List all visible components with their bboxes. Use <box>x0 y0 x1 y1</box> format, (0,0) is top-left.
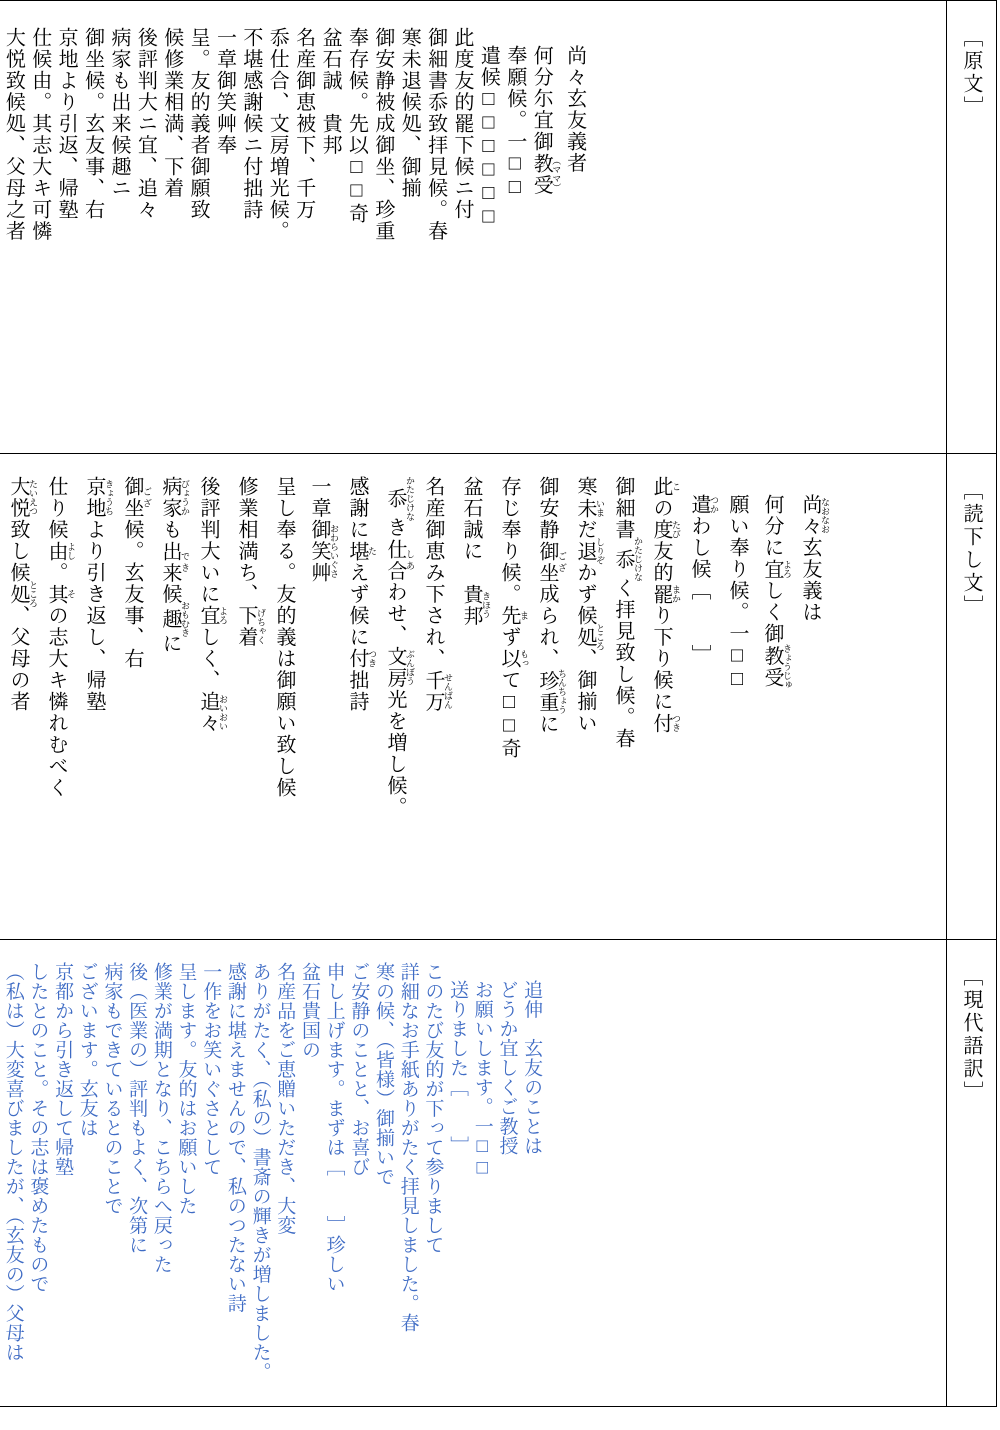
text-line: 何分に宜 よろしく御教受 きょうじゅ <box>761 494 792 689</box>
translation-header-cell <box>946 940 996 1406</box>
text-line: 後評判大ニ宜、追々 <box>134 27 157 221</box>
ruby-annotated-text: 御坐 ご ざ <box>121 476 152 519</box>
ruby-annotated-text: 宜 よろ <box>197 605 228 627</box>
ruby-annotated-text: 仕合 し あ <box>384 538 415 582</box>
translation-vertical-text <box>0 940 553 1406</box>
text-line: このたび友的が下って参りまして <box>422 962 444 1255</box>
text-line: 仕候由。其志大キ可憐 <box>28 27 51 242</box>
ruby-annotated-text: 教受 きょうじゅ <box>761 644 792 689</box>
text-line: 呈し奉る。友的義は御願い致し候 <box>273 476 295 799</box>
text-line: 奉願候。一□□ <box>503 45 526 200</box>
ruby-annotated-text: 処 ところ <box>7 580 38 608</box>
translation-text-area <box>0 940 946 1406</box>
ruby-annotated-text: 趣 おもむき <box>159 601 190 637</box>
text-line: 忝 かたじけなき仕合 し あわせ、文房 ぶんぼう光を増し候。 <box>384 476 415 818</box>
text-line: したとのこと。その志は褒めたもので <box>27 962 49 1294</box>
original-vertical-text <box>0 1 598 453</box>
ruby-annotated-text: 忝 かたじけな <box>612 536 643 582</box>
text-line: 奉存候。先以□□奇 <box>345 27 368 225</box>
text-line: 盆石誠 貴邦 <box>319 27 342 156</box>
text-line: 尚々 なおなお玄友義は <box>799 494 830 623</box>
text-line: 名産御恵被下、千万 <box>292 27 315 221</box>
text-line: 此 この度 たび友的罷 まかり下り候に付 つき <box>650 476 681 734</box>
text-line: 御細書忝 かたじけなく拝見致し候。春 <box>612 476 643 750</box>
text-line: 候修業相満、下着 <box>160 27 183 199</box>
text-line: 盆石誠に 貴邦 きほう <box>460 476 491 627</box>
text-line: 一章御笑艸奉 <box>213 27 236 156</box>
ruby-annotated-text: 先 ま <box>498 605 529 627</box>
section-original <box>0 0 997 453</box>
text-line: 後評判大いに宜 よろしく、追々 おいおい <box>197 476 228 734</box>
text-line: 京地 きょうちより引き返し、帰塾 <box>83 476 114 713</box>
original-text-area <box>0 1 946 453</box>
text-line: 呈します。友的はお願いした <box>175 962 197 1216</box>
text-line: 病家もできているとのことで <box>101 962 123 1216</box>
ruby-annotated-text: 堪 た <box>346 540 377 562</box>
ruby-annotated-text: 退 しりぞ <box>574 537 605 565</box>
text-line: 呈。友的義者御願致 <box>187 27 210 221</box>
ruby-annotated-text: 下着 げちゃく <box>235 605 266 648</box>
ruby-annotated-text: 出来 で き <box>159 540 190 584</box>
ruby-annotated-text: 御笑艸 おわらいぐさ <box>308 519 339 584</box>
text-line: お願いします。一□□ <box>471 980 493 1179</box>
reading-text-area <box>0 454 946 939</box>
text-line: 盆石貴国の <box>298 962 320 1060</box>
text-line: 寒未 いまだ退 しりぞかず候処 ところ、御揃い <box>574 476 605 734</box>
text-line: 後（医業の）評判もよく、次第に <box>126 962 148 1255</box>
reading-header-cell <box>946 454 996 939</box>
ruby-annotated-text: 以 もっ <box>498 648 529 670</box>
section-reading <box>0 453 997 939</box>
text-line: 感謝に堪 たえず候に付 つき拙詩 <box>346 476 377 713</box>
section-translation <box>0 939 997 1407</box>
ruby-annotated-text: 珍重 ちんちょう <box>536 669 567 714</box>
ruby-annotated-text: 御坐 ご ざ <box>536 540 567 584</box>
text-line: 申し上げます。まずは［ ］珍しい <box>323 962 345 1294</box>
text-line: ありがたく、（私の）書斎の輝きが増しました。 <box>249 962 271 1382</box>
text-line: 修業相満ち、下着 げちゃく <box>235 476 266 648</box>
text-line: 名産御恵み下され、千万 せんばん <box>422 476 453 713</box>
ruby-annotated-text: 宜 よろ <box>761 558 792 580</box>
text-line: 京都から引き返して帰塾 <box>52 962 74 1177</box>
original-header-cell <box>946 1 996 453</box>
text-line: 忝仕合、文房増光候。 <box>266 27 289 242</box>
ruby-annotated-text: 尚々 なおなお <box>799 494 830 537</box>
section-title-reading: ［読下し文］ <box>960 480 982 618</box>
text-line: 一章御笑艸 おわらいぐさ <box>308 476 339 584</box>
text-line: 修業が満期となり、こちらへ戻った <box>150 962 172 1274</box>
text-line: 感謝に堪えませんので、私のつたない詩 <box>224 962 246 1313</box>
ruby-annotated-text: 忝 かたじけな <box>384 476 415 521</box>
text-line: 御安静御坐 ご ざ成られ、珍重 ちんちょうに <box>536 476 567 735</box>
ruby-annotated-text: 大悦 たいえつ <box>7 476 38 519</box>
text-line: 不堪感謝候ニ付拙詩 <box>239 27 262 221</box>
text-line: 送りました［ ］ <box>447 980 469 1156</box>
text-line: どうか宜しくご教授 <box>496 980 518 1156</box>
ruby-annotated-text: 追々 おいおい <box>197 691 228 734</box>
text-line: 御坐候。玄友事、右 <box>81 27 104 221</box>
ruby-annotated-text: 病家 びょうか <box>159 476 190 519</box>
ruby-annotated-text: 此 こ <box>650 476 681 498</box>
text-line: 願い奉り候。一□□ <box>726 494 748 692</box>
ruby-annotated-text: 千万 せんばん <box>422 669 453 713</box>
text-line: 何分尓宜御教受 （ママ） <box>530 45 562 196</box>
ruby-annotated-text: 京地 きょうち <box>83 476 114 519</box>
reading-vertical-text <box>0 454 838 939</box>
text-line: 尚々玄友義者 <box>563 45 586 174</box>
text-line: 御安静被成御坐、珍重 <box>371 27 394 242</box>
ruby-annotated-text: 由 よし <box>45 540 76 562</box>
text-line: 御坐 ご ざ候。玄友事、右 <box>121 476 152 670</box>
section-title-translation: ［現代語訳］ <box>960 966 982 1104</box>
ruby-annotated-text: 教受 （ママ） <box>530 152 562 196</box>
ruby-annotated-text: 付 つき <box>346 648 377 670</box>
text-line: 寒の候、（皆様）御揃いで <box>373 962 394 1187</box>
text-line: 名産品をご恵贈いただき、大変 <box>274 962 296 1235</box>
text-line: ご安静のことと、お喜び <box>348 962 370 1177</box>
ruby-annotated-text: 貴邦 きほう <box>460 583 491 627</box>
text-line: 存じ奉り候。先 まず以 もって□□奇 <box>498 476 529 760</box>
text-line: （私は）大変喜びましたが、（玄友の）父母は <box>2 962 24 1362</box>
text-line: 仕り候由 よし。其 その志大キ憐れむべく <box>45 476 76 799</box>
text-line: 京地より引返、帰塾 <box>55 27 78 221</box>
ruby-annotated-text: 未 いま <box>574 497 605 519</box>
text-line: 追伸 玄友のことは <box>521 980 543 1156</box>
ruby-annotated-text: 度 たび <box>650 519 681 541</box>
ruby-annotated-text: 罷 まか <box>650 583 681 605</box>
text-line: 寒未退候処、御揃 <box>398 27 421 199</box>
text-line: 御細書忝致拝見候。春 <box>424 27 447 242</box>
text-line: 病家 びょうかも出来 で き候趣 おもむきに <box>159 476 190 655</box>
text-line: 病家も出来候趣ニ <box>107 27 130 199</box>
text-line: 大悦 たいえつ致し候処 ところ、父母の者 <box>7 476 38 713</box>
ruby-annotated-text: 文房 ぶんぼう <box>384 646 415 689</box>
text-line: 遣 つかわし候［ ］ <box>688 494 719 666</box>
text-line: 此度友的罷下候ニ付 <box>451 27 474 221</box>
text-line: ございます。玄友は <box>76 962 98 1138</box>
text-line: 詳細なお手紙ありがたく拝見しました。春 <box>397 962 419 1333</box>
ruby-annotated-text: 其 そ <box>45 583 76 605</box>
ruby-annotated-text: 付 つき <box>650 712 681 734</box>
text-line: 大悦致候処、父母之者 <box>2 27 25 242</box>
text-line: 一作をお笑いぐさとして <box>200 962 222 1177</box>
ruby-annotated-text: 遣 つか <box>688 494 719 516</box>
ruby-annotated-text: 処 ところ <box>574 623 605 651</box>
text-line: 遣候□□□□□□ <box>477 45 500 229</box>
section-title-original: ［原文］ <box>960 27 982 119</box>
